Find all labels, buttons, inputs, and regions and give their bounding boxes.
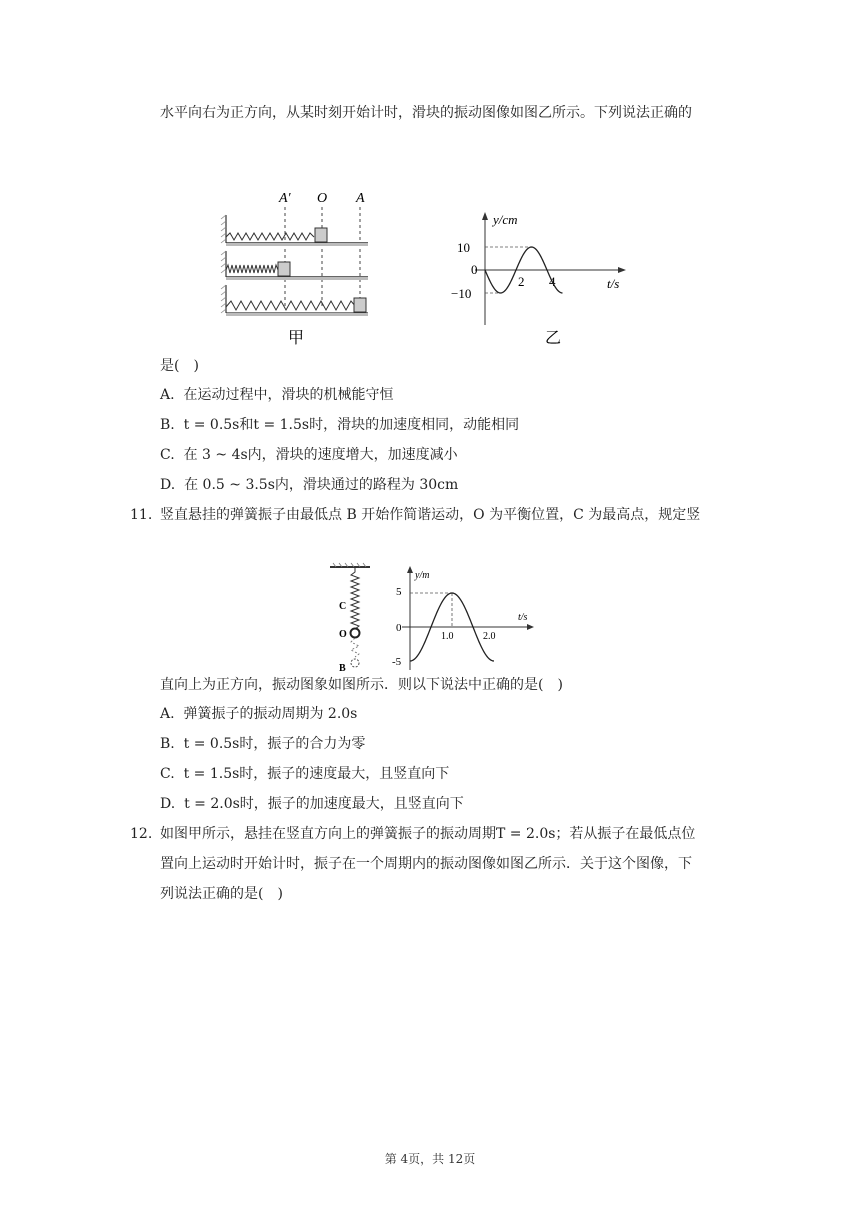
label-o: O <box>339 629 347 640</box>
q10-option-a: A. 在运动过程中，滑块的机械能守恒 <box>160 387 394 403</box>
figure-yi-chart <box>445 210 635 350</box>
block-o <box>315 228 327 242</box>
ytick-10: 10 <box>457 240 470 255</box>
spring-2 <box>226 265 278 273</box>
spring-1 <box>226 233 314 240</box>
block-a <box>354 298 366 312</box>
q10-option-c: C. 在 3 ~ 4s内，滑块的速度增大，加速度减小 <box>160 447 458 463</box>
label-a-prime: A′ <box>279 191 291 206</box>
q12-line3: 列说法正确的是( ) <box>160 886 283 902</box>
label-b: B <box>339 663 346 674</box>
label-a: A <box>356 191 365 206</box>
q12-line2: 置向上运动时开始计时，振子在一个周期内的振动图像如图乙所示．关于这个图像，下 <box>160 856 692 872</box>
ytick-0: 0 <box>396 622 402 634</box>
q10-continuation: 水平向右为正方向，从某时刻开始计时，滑块的振动图像如图乙所示。下列说法正确的 <box>160 105 692 121</box>
xtick-1: 1.0 <box>441 631 454 642</box>
figure-jia <box>218 185 378 350</box>
xtick-2: 2.0 <box>483 631 496 642</box>
ylabel: y/m <box>415 570 430 581</box>
q11-option-b: B. t = 0.5s时，振子的合力为零 <box>160 736 366 752</box>
q11-option-a: A. 弹簧振子的振动周期为 2.0s <box>160 706 358 722</box>
ylabel: y/cm <box>493 212 518 227</box>
q11-stem-line1: 竖直悬挂的弹簧振子由最低点 B 开始作简谐运动，O 为平衡位置，C 为最高点，规定竖 <box>160 507 701 523</box>
page-footer: 第 4页，共 12页 <box>384 1152 476 1166</box>
caption-yi: 乙 <box>545 330 562 347</box>
q11-option-c: C. t = 1.5s时，振子的速度最大，且竖直向下 <box>160 766 450 782</box>
ytick-m5: -5 <box>392 656 402 668</box>
ytick-m10: −10 <box>451 286 472 301</box>
q11-stem-line2: 直向上为正方向，振动图象如图所示．则以下说法中正确的是( ) <box>160 677 563 693</box>
ytick-5: 5 <box>396 586 402 598</box>
q11-chart <box>382 566 537 674</box>
ytick-0: 0 <box>471 262 478 277</box>
q10-option-d: D. 在 0.5 ~ 3.5s内，滑块通过的路程为 30cm <box>160 477 459 493</box>
label-c: C <box>339 601 347 612</box>
bob-b <box>351 659 359 667</box>
xlabel: t/s <box>518 612 528 623</box>
hanging-spring <box>351 567 359 629</box>
label-o: O <box>317 191 328 206</box>
xlabel: t/s <box>607 276 620 291</box>
q11-option-d: D. t = 2.0s时，振子的加速度最大，且竖直向下 <box>160 796 464 812</box>
spring-3 <box>226 301 356 310</box>
block-a-prime <box>278 262 290 276</box>
q12-line1: 如图甲所示，悬挂在竖直方向上的弹簧振子的振动周期T = 2.0s；若从振子在最低点位 <box>160 826 696 842</box>
bob-o <box>351 629 360 638</box>
caption-jia: 甲 <box>288 330 305 347</box>
xtick-4: 4 <box>549 274 556 289</box>
q11-spring-figure <box>325 562 375 674</box>
q11-number: 11. <box>130 507 153 523</box>
xtick-2: 2 <box>518 274 525 289</box>
q10-option-b: B. t = 0.5s和t = 1.5s时，滑块的加速度相同，动能相同 <box>160 417 520 433</box>
q12-number: 12. <box>130 826 153 842</box>
q10-stem-tail: 是( ) <box>160 358 199 374</box>
